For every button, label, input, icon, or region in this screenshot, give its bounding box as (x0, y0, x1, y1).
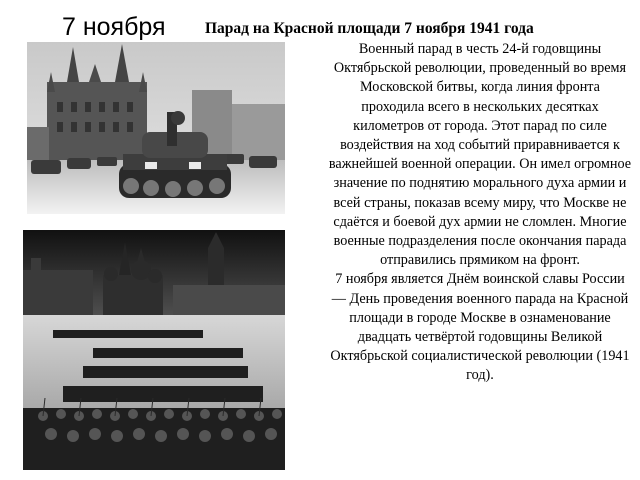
troops-parade-photo (23, 230, 285, 470)
paragraph-parade-description: Военный парад в честь 24-й годовщины Октябрьской революции, проведенный во время Московской битвы, когда линия фронта проходила всего в нескольких десятках километров от города. Этот парад по силе воздействия на ход событий приравнивается к важнейшей военной операции. Он имел огромное значение по поднятию морального духа армии и всей страны, показав всему миру, что Москве не сдаётся и боевой дух армии не сломлен. Многие военные подразделения после окончания парада отправились прямиком на фронт. (328, 41, 632, 269)
date-heading: 7 ноября (62, 13, 166, 41)
slide-title: Парад на Красной площади 7 ноября 1941 года (205, 20, 534, 37)
paragraph-day-of-glory: 7 ноября является Днём воинской славы России — День проведения военного парада на Красной площади в городе Москве в ознаменование двадцать четвёртой годовщины Великой Октябрьской социалистической революции (1941 год). (330, 271, 630, 384)
article-body (328, 40, 632, 386)
tank-parade-photo (27, 42, 285, 214)
